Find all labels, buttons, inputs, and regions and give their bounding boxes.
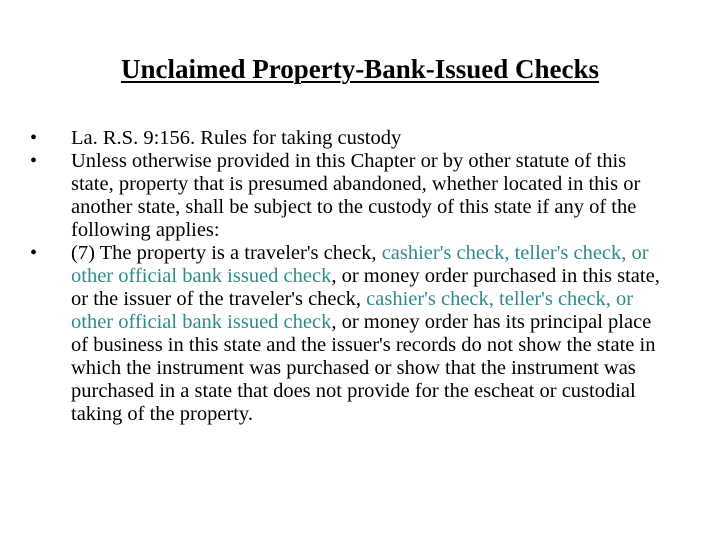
- bullet-icon: •: [30, 242, 38, 264]
- bullet-icon: •: [30, 127, 38, 149]
- bullet-text: Unless otherwise provided in this Chapter or by other statute of this state, property that is presumed abandoned, whether located in this or another state, shall be subject to the custody of this state if any of the following applies:: [71, 150, 641, 241]
- highlighted-check-types: cashier's check, teller's check, or other official bank issued check: [71, 242, 649, 287]
- bullet-text-segment: (7) The property is a traveler's check,: [71, 242, 382, 264]
- bullet-icon: •: [30, 150, 38, 172]
- bullet-item: [30, 242, 670, 426]
- bullet-item: [30, 127, 670, 150]
- highlighted-check-types: cashier's check, teller's check, or other official bank issued check: [71, 288, 634, 333]
- bullet-text-segment: , or money order purchased in this state, or the issuer of the traveler's check,: [71, 265, 660, 310]
- bullet-item: [30, 150, 670, 242]
- bullet-text: La. R.S. 9:156. Rules for taking custody: [71, 127, 402, 149]
- bullet-text-segment: , or money order has its principal place of business in this state and the issuer's records do not show the state in which the instrument was purchased or show that the instrument was purchased in a state that does not provide for the escheat or custodial taking of the property.: [71, 311, 656, 425]
- slide-title: Unclaimed Property-Bank-Issued Checks: [120, 54, 600, 84]
- bullet-list: [30, 127, 670, 426]
